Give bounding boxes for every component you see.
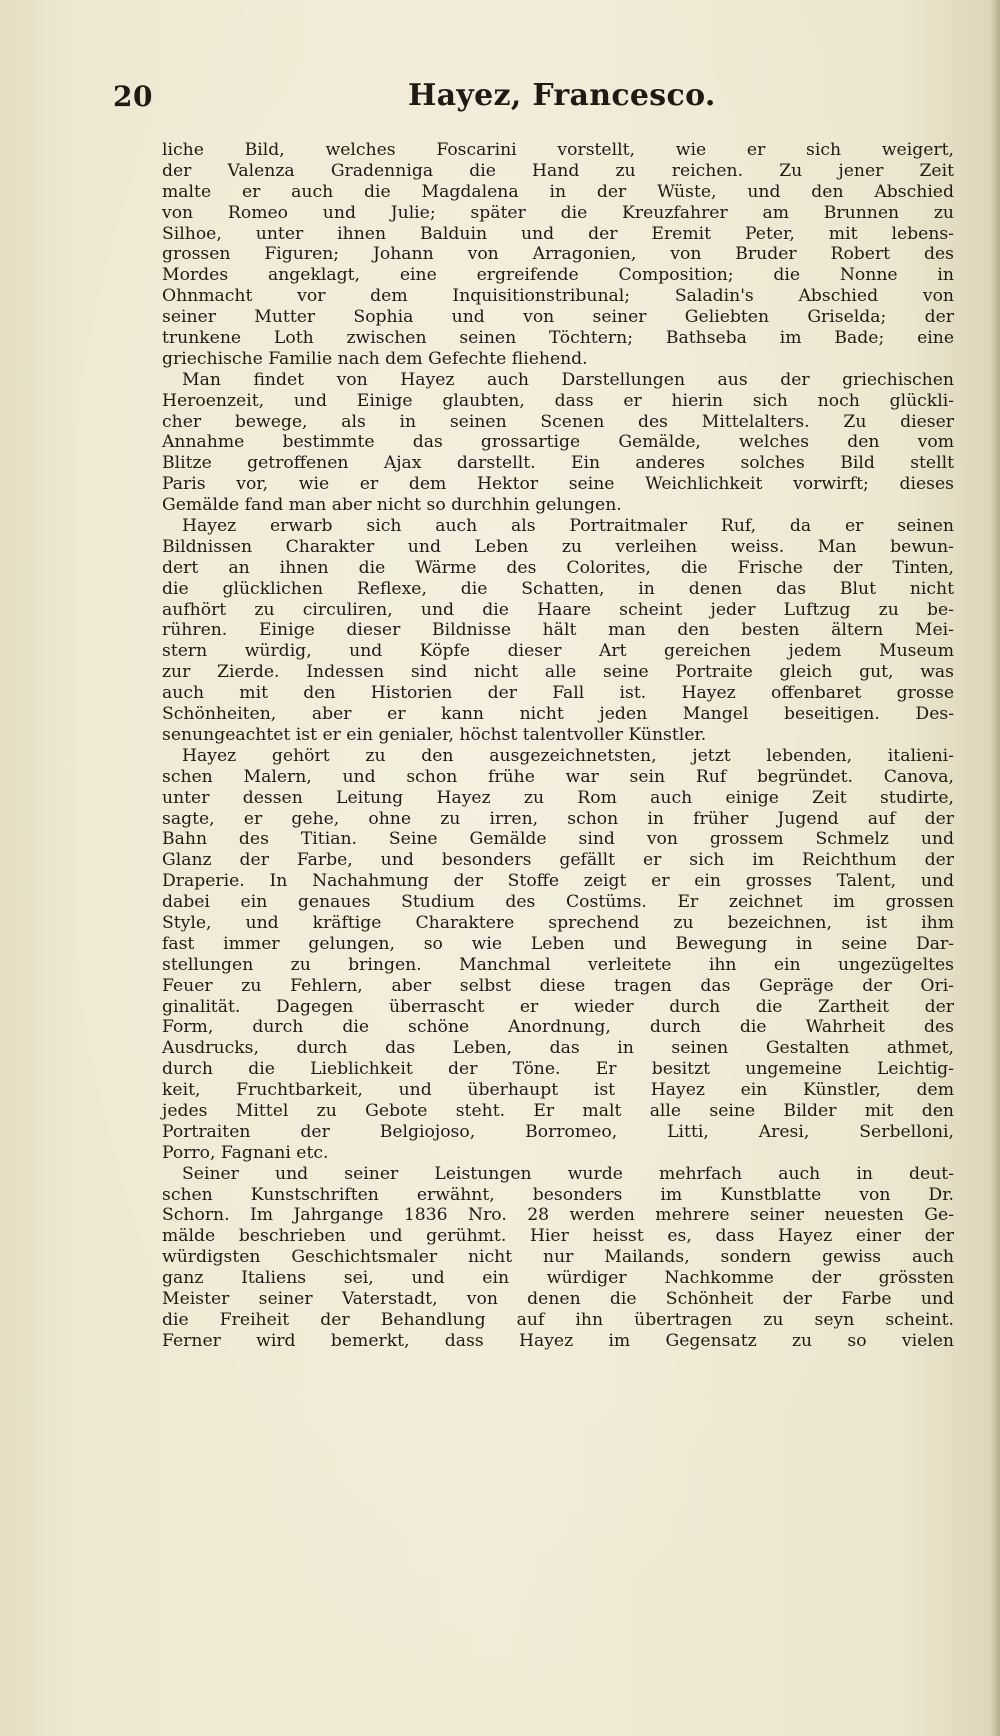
paragraph-first-line: Hayez gehört zu den ausgezeichnetsten, jetzt lebenden, italieni-	[182, 745, 954, 766]
page-number: 20	[113, 80, 153, 113]
text-line: senungeachtet ist er ein genialer, höchst talentvoller Künstler.	[162, 724, 707, 745]
text-line: Silhoe, unter ihnen Balduin und der Eremit Peter, mit lebens-	[162, 223, 954, 244]
text-line: griechische Familie nach dem Gefechte fliehend.	[162, 348, 588, 369]
text-line: Heroenzeit, und Einige glaubten, dass er hierin sich noch glückli-	[162, 390, 954, 411]
text-line: Schorn. Im Jahrgange 1836 Nro. 28 werden mehrere seiner neuesten Ge-	[162, 1205, 954, 1226]
text-line: Mordes angeklagt, eine ergreifende Composition; die Nonne in	[162, 265, 954, 286]
running-title: Hayez, Francesco.	[408, 78, 716, 113]
text-line: jedes Mittel zu Gebote steht. Er malt alle seine Bilder mit den	[162, 1100, 954, 1121]
text-line: Bahn des Titian. Seine Gemälde sind von grossem Schmelz und	[162, 829, 954, 850]
text-line: cher bewege, als in seinen Scenen des Mittelalters. Zu dieser	[162, 411, 954, 432]
paragraph-first-line: Seiner und seiner Leistungen wurde mehrfach auch in deut-	[182, 1163, 954, 1184]
text-line: Portraiten der Belgiojoso, Borromeo, Litti, Aresi, Serbelloni,	[162, 1121, 954, 1142]
text-line: schen Kunstschriften erwähnt, besonders im Kunstblatte von Dr.	[162, 1184, 954, 1205]
text-line: trunkene Loth zwischen seinen Töchtern; Bathseba im Bade; eine	[162, 328, 954, 349]
text-line: Feuer zu Fehlern, aber selbst diese tragen das Gepräge der Ori-	[162, 975, 954, 996]
text-line: aufhört zu circuliren, und die Haare scheint jeder Luftzug zu be-	[162, 599, 954, 620]
text-line: Paris vor, wie er dem Hektor seine Weichlichkeit vorwirft; dieses	[162, 474, 954, 495]
text-line: Style, und kräftige Charaktere sprechend zu bezeichnen, ist ihm	[162, 912, 954, 933]
text-line: fast immer gelungen, so wie Leben und Bewegung in seine Dar-	[162, 933, 954, 954]
text-line: auch mit den Historien der Fall ist. Hayez offenbaret grosse	[162, 683, 954, 704]
text-line: würdigsten Geschichtsmaler nicht nur Mailands, sondern gewiss auch	[162, 1247, 954, 1268]
text-line: seiner Mutter Sophia und von seiner Geliebten Griselda; der	[162, 307, 954, 328]
text-line: Ausdrucks, durch das Leben, das in seinen Gestalten athmet,	[162, 1038, 954, 1059]
text-line: Meister seiner Vaterstadt, von denen die Schönheit der Farbe und	[162, 1288, 954, 1309]
text-line: Schönheiten, aber er kann nicht jeden Mangel beseitigen. Des-	[162, 704, 954, 725]
text-line: Ferner wird bemerkt, dass Hayez im Gegensatz zu so vielen	[162, 1330, 954, 1351]
text-line: Glanz der Farbe, und besonders gefällt er sich im Reichthum der	[162, 850, 954, 871]
text-line: schen Malern, und schon frühe war sein Ruf begründet. Canova,	[162, 766, 954, 787]
text-line: keit, Fruchtbarkeit, und überhaupt ist Hayez ein Künstler, dem	[162, 1080, 954, 1101]
text-line: grossen Figuren; Johann von Arragonien, von Bruder Robert des	[162, 244, 954, 265]
text-line: Bildnissen Charakter und Leben zu verleihen weiss. Man bewun-	[162, 536, 954, 557]
page-header	[0, 78, 1000, 118]
text-line: durch die Lieblichkeit der Töne. Er besitzt ungemeine Leichtig-	[162, 1059, 954, 1080]
text-line: zur Zierde. Indessen sind nicht alle seine Portraite gleich gut, was	[162, 662, 954, 683]
paragraph-first-line: Hayez erwarb sich auch als Portraitmaler Ruf, da er seinen	[182, 516, 954, 537]
text-line: von Romeo und Julie; später die Kreuzfahrer am Brunnen zu	[162, 202, 954, 223]
paragraph-first-line: Man findet von Hayez auch Darstellungen aus der griechischen	[182, 369, 954, 390]
page-edge-shadow	[990, 0, 1000, 1736]
text-line: Porro, Fagnani etc.	[162, 1142, 329, 1163]
text-line: Ohnmacht vor dem Inquisitionstribunal; Saladin's Abschied von	[162, 286, 954, 307]
text-line: die glücklichen Reflexe, die Schatten, in denen das Blut nicht	[162, 578, 954, 599]
text-line: malte er auch die Magdalena in der Wüste, und den Abschied	[162, 181, 954, 202]
text-line: Blitze getroffenen Ajax darstellt. Ein anderes solches Bild stellt	[162, 453, 954, 474]
text-line: dert an ihnen die Wärme des Colorites, die Frische der Tinten,	[162, 557, 954, 578]
text-line: der Valenza Gradenniga die Hand zu reichen. Zu jener Zeit	[162, 160, 954, 181]
text-line: Draperie. In Nachahmung der Stoffe zeigt er ein grosses Talent, und	[162, 871, 954, 892]
text-line: rühren. Einige dieser Bildnisse hält man den besten ältern Mei-	[162, 620, 954, 641]
text-line: die Freiheit der Behandlung auf ihn übertragen zu seyn scheint.	[162, 1309, 954, 1330]
text-line: liche Bild, welches Foscarini vorstellt, wie er sich weigert,	[162, 140, 954, 160]
text-line: unter dessen Leitung Hayez zu Rom auch einige Zeit studirte,	[162, 787, 954, 808]
text-line: ginalität. Dagegen überrascht er wieder durch die Zartheit der	[162, 996, 954, 1017]
text-line: dabei ein genaues Studium des Costüms. Er zeichnet im grossen	[162, 892, 954, 913]
text-line: Gemälde fand man aber nicht so durchhin gelungen.	[162, 495, 622, 516]
body-text	[162, 140, 954, 1352]
text-line: Form, durch die schöne Anordnung, durch die Wahrheit des	[162, 1017, 954, 1038]
text-line: ganz Italiens sei, und ein würdiger Nachkomme der grössten	[162, 1268, 954, 1289]
text-line: stern würdig, und Köpfe dieser Art gereichen jedem Museum	[162, 641, 954, 662]
text-line: stellungen zu bringen. Manchmal verleitete ihn ein ungezügeltes	[162, 954, 954, 975]
text-line: sagte, er gehe, ohne zu irren, schon in früher Jugend auf der	[162, 808, 954, 829]
text-line: Annahme bestimmte das grossartige Gemälde, welches den vom	[162, 432, 954, 453]
text-line: mälde beschrieben und gerühmt. Hier heisst es, dass Hayez einer der	[162, 1226, 954, 1247]
